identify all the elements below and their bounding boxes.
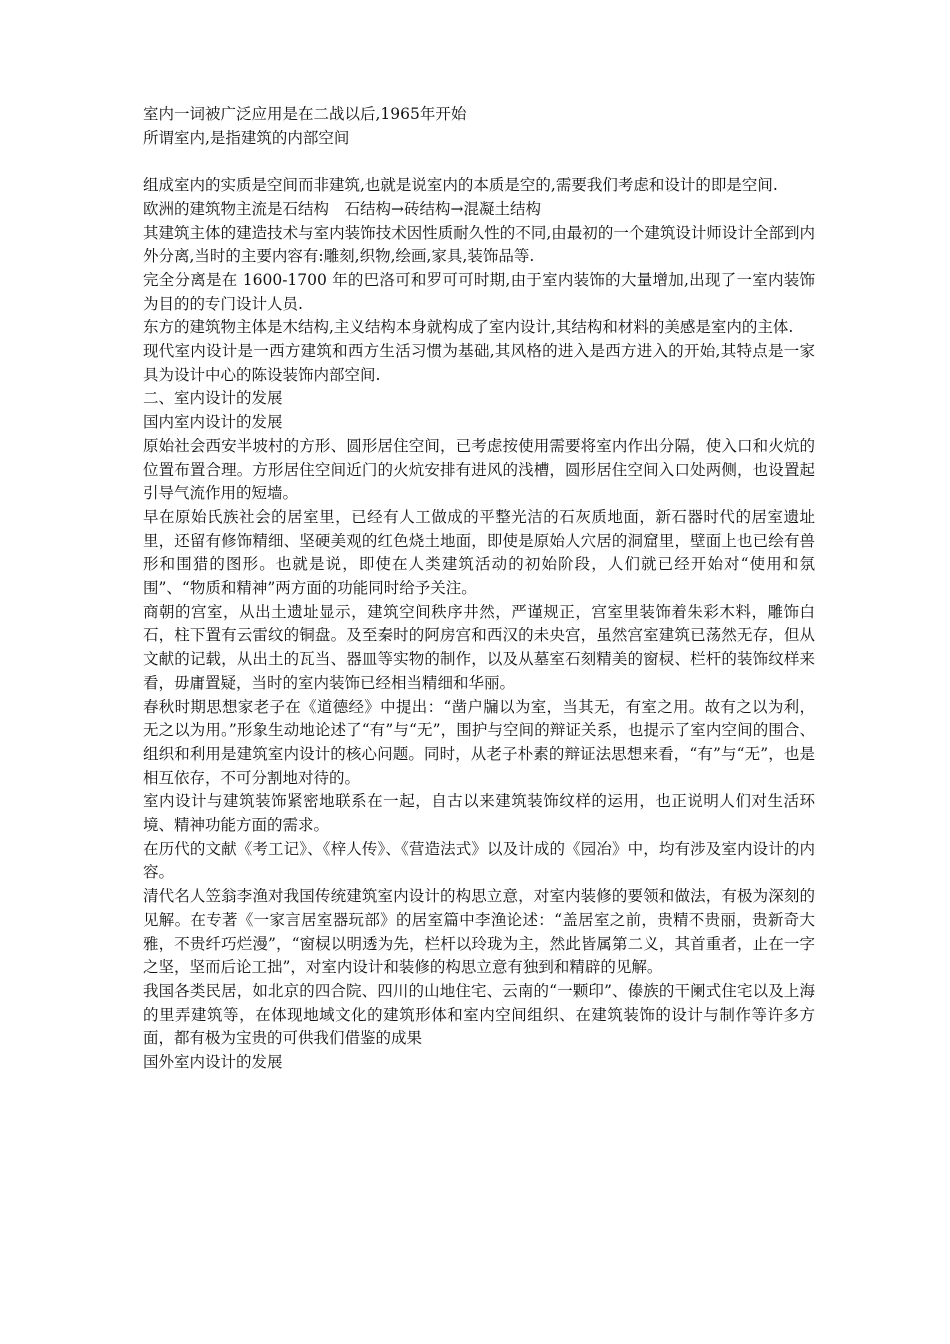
paragraph: 现代室内设计是一西方建筑和西方生活习惯为基础,其风格的进入是西方进入的开始,其特点是一家具为设计中心的陈设装饰内部空间.	[143, 342, 815, 384]
subsection-heading: 国外室内设计的发展	[143, 1053, 283, 1072]
blank-line	[143, 150, 815, 174]
paragraph: 在历代的文献《考工记》、《梓人传》、《营造法式》以及计成的《园冶》中，均有涉及室内设计的内容。	[143, 839, 815, 882]
paragraph: 我国各类民居，如北京的四合院、四川的山地住宅、云南的“一颗印”、傣族的干阑式住宅以及上海的里弄建筑等，在体现地域文化的建筑形体和室内空间组织、在建筑装饰的设计与制作等许多方面，都有极为宝贵的可供我们借鉴的成果	[143, 982, 815, 1048]
paragraph: 完全分离是在 1600-1700 年的巴洛可和罗可可时期,由于室内装饰的大量增加,出现了一室内装饰为目的的专门设计人员.	[143, 270, 815, 313]
paragraph: 商朝的宫室，从出土遗址显示，建筑空间秩序井然，严谨规正，宫室里装饰着朱彩木料，雕饰白石，柱下置有云雷纹的铜盘。及至秦时的阿房宫和西汉的未央宫，虽然宫室建筑已荡然无存，但从文献的记载，从出土的瓦当、器皿等实物的制作，以及从墓室石刻精美的窗棂、栏杆的装饰纹样来看，毋庸置疑，当时的室内装饰已经相当精细和华丽。	[143, 602, 815, 692]
subsection-heading: 国内室内设计的发展	[143, 413, 283, 432]
paragraph: 室内一词被广泛应用是在二战以后,1965年开始	[143, 105, 467, 123]
paragraph: 春秋时期思想家老子在《道德经》中提出：“凿户牖以为室，当其无，有室之用。故有之以为利，无之以为用。”形象生动地论述了“有”与“无”，围护与空间的辩证关系，也提示了室内空间的围合、组织和利用是建筑室内设计的核心问题。同时，从老子朴素的辩证法思想来看，“有”与“无”，也是相互依存，不可分割地对待的。	[143, 697, 815, 787]
paragraph: 早在原始氏族社会的居室里，已经有人工做成的平整光洁的石灰质地面，新石器时代的居室遗址里，还留有修饰精细、坚硬美观的红色烧土地面，即使是原始人穴居的洞窟里，壁面上也已绘有兽形和围猎的图形。也就是说，即使在人类建筑活动的初始阶段，人们就已经开始对“使用和氛围”、“物质和精神”两方面的功能同时给予关注。	[143, 507, 815, 598]
document-body	[143, 103, 815, 1075]
paragraph: 室内设计与建筑装饰紧密地联系在一起，自古以来建筑装饰纹样的运用，也正说明人们对生活环境、精神功能方面的需求。	[143, 792, 815, 835]
paragraph: 原始社会西安半坡村的方形、圆形居住空间，已考虑按使用需要将室内作出分隔，使入口和火炕的位置布置合理。方形居住空间近门的火炕安排有进风的浅槽，圆形居住空间入口处两侧，也设置起引导气流作用的短墙。	[143, 436, 815, 503]
paragraph: 其建筑主体的建造技术与室内装饰技术因性质耐久性的不同,由最初的一个建筑设计师设计全部到内外分离,当时的主要内容有:雕刻,织物,绘画,家具,装饰品等.	[143, 223, 815, 266]
paragraph: 清代名人笠翁李渔对我国传统建筑室内设计的构思立意，对室内装修的要领和做法，有极为深刻的见解。在专著《一家言居室器玩部》的居室篇中李渔论述：“盖居室之前，贵精不贵丽，贵新奇大雅，不贵纤巧烂漫”，“窗棂以明透为先，栏杆以玲珑为主，然此皆属第二义，其首重者，止在一字之坚，坚而后论工拙”，对室内设计和装修的构思立意有独到和精辟的见解。	[143, 887, 815, 977]
paragraph: 组成室内的实质是空间而非建筑,也就是说室内的本质是空的,需要我们考虑和设计的即是空间.	[143, 176, 778, 195]
paragraph: 东方的建筑物主体是木结构,主义结构本身就构成了室内设计,其结构和材料的美感是室内的主体.	[143, 318, 794, 337]
section-heading: 二、室内设计的发展	[143, 389, 283, 408]
paragraph: 所谓室内,是指建筑的内部空间	[143, 128, 350, 147]
paragraph: 欧洲的建筑物主流是石结构 石结构→砖结构→混凝土结构	[143, 199, 541, 218]
